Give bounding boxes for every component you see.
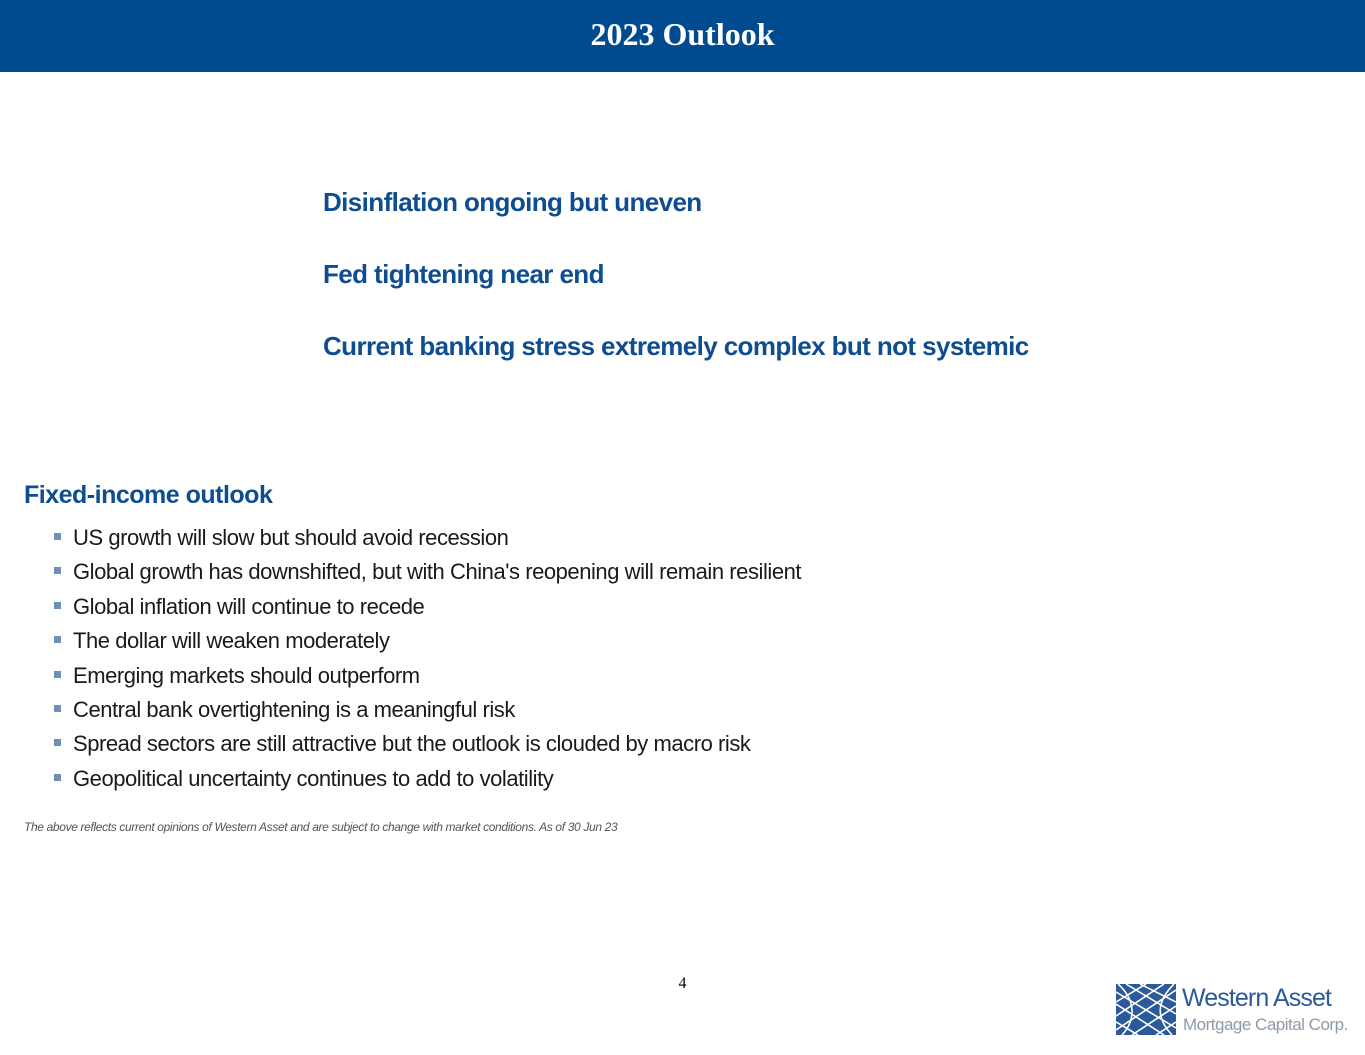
list-item-text: Geopolitical uncertainty continues to add to volatility [73,765,554,791]
list-item [52,763,801,797]
disclaimer-note: The above reflects current opinions of Western Asset and are subject to change with market conditions. As of 30 Jun 23 [24,820,618,834]
list-item-text: The dollar will weaken moderately [73,628,390,654]
globe-grid-logo-icon [1116,984,1176,1035]
fixed-income-heading: Fixed-income outlook [24,481,273,509]
list-item-text: Emerging markets should outperform [73,662,420,688]
square-bullet-icon [54,671,61,678]
title-bar [0,0,1365,72]
fixed-income-list [52,522,801,797]
list-item [52,556,801,590]
list-item [52,728,801,762]
logo-name: Western Asset [1182,984,1332,1012]
theme-item: Fed tightening near end [323,259,604,289]
list-item-text: Central bank overtightening is a meaningful risk [73,696,515,722]
square-bullet-icon [54,739,61,746]
square-bullet-icon [54,602,61,609]
list-item [52,694,801,728]
square-bullet-icon [54,705,61,712]
list-item [52,522,801,556]
page-number: 4 [678,975,687,992]
list-item-text: Spread sectors are still attractive but the outlook is clouded by macro risk [73,731,751,757]
list-item [52,591,801,625]
list-item [52,625,801,659]
square-bullet-icon [54,636,61,643]
square-bullet-icon [54,533,61,540]
logo-subtitle: Mortgage Capital Corp. [1183,1015,1348,1034]
square-bullet-icon [54,774,61,781]
list-item-text: US growth will slow but should avoid recession [73,525,509,550]
key-themes-list [323,184,1029,400]
list-item [52,660,801,694]
theme-item: Disinflation ongoing but uneven [323,187,702,217]
theme-item: Current banking stress extremely complex but not systemic [323,331,1029,361]
square-bullet-icon [54,567,61,574]
page-title: 2023 Outlook [590,16,775,52]
list-item-text: Global inflation will continue to recede [73,593,425,619]
list-item-text: Global growth has downshifted, but with China's reopening will remain resilient [73,559,802,585]
company-logo [1116,984,1351,1036]
